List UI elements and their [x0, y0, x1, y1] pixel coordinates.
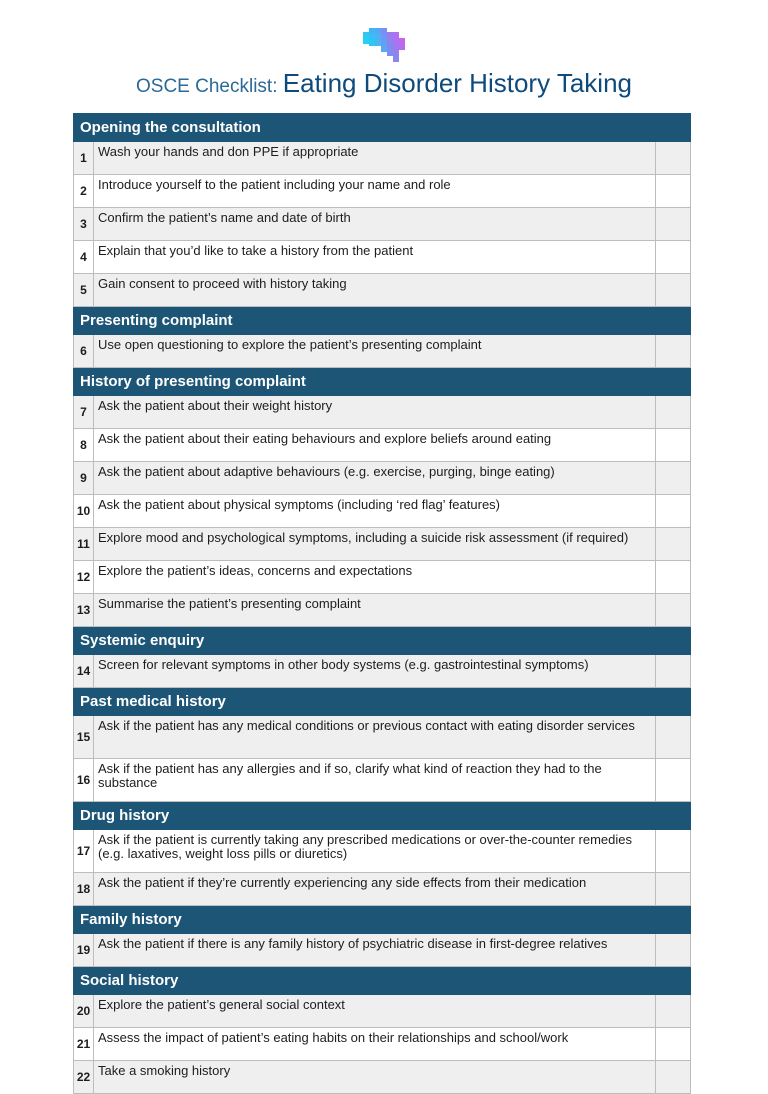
tick-box[interactable] — [656, 335, 691, 368]
tick-box[interactable] — [656, 528, 691, 561]
item-text: Explore mood and psychological symptoms, including a suicide risk assessment (if required) — [94, 528, 656, 561]
item-number: 5 — [74, 274, 94, 307]
item-number: 18 — [74, 873, 94, 906]
item-text: Use open questioning to explore the patient’s presenting complaint — [94, 335, 656, 368]
title-main: Eating Disorder History Taking — [282, 68, 632, 98]
item-number: 11 — [74, 528, 94, 561]
item-text: Gain consent to proceed with history taking — [94, 274, 656, 307]
checklist-row — [74, 274, 691, 307]
checklist-row — [74, 1028, 691, 1061]
item-number: 20 — [74, 995, 94, 1028]
checklist-row — [74, 396, 691, 429]
item-text: Explain that you’d like to take a history from the patient — [94, 241, 656, 274]
tick-box[interactable] — [656, 462, 691, 495]
item-text: Wash your hands and don PPE if appropriate — [94, 142, 656, 175]
tick-box[interactable] — [656, 175, 691, 208]
item-number: 12 — [74, 561, 94, 594]
checklist-row — [74, 759, 691, 802]
checklist-row — [74, 175, 691, 208]
checklist-row — [74, 429, 691, 462]
tick-box[interactable] — [656, 1028, 691, 1061]
checklist-row — [74, 462, 691, 495]
section-header — [74, 627, 691, 655]
item-text: Ask the patient if they’re currently experiencing any side effects from their medication — [94, 873, 656, 906]
item-text: Ask the patient about physical symptoms (including ‘red flag’ features) — [94, 495, 656, 528]
tick-box[interactable] — [656, 429, 691, 462]
checklist-row — [74, 142, 691, 175]
section-header — [74, 114, 691, 142]
checklist-row — [74, 528, 691, 561]
tick-box[interactable] — [656, 594, 691, 627]
brain-pixel-logo-icon — [361, 26, 409, 66]
checklist-row — [74, 495, 691, 528]
checklist-row — [74, 561, 691, 594]
item-number: 19 — [74, 934, 94, 967]
tick-box[interactable] — [656, 873, 691, 906]
item-text: Ask the patient if there is any family history of psychiatric disease in first-degree relatives — [94, 934, 656, 967]
checklist-row — [74, 594, 691, 627]
section-header — [74, 802, 691, 830]
section-title: History of presenting complaint — [74, 368, 691, 396]
item-number: 7 — [74, 396, 94, 429]
item-number: 4 — [74, 241, 94, 274]
item-number: 8 — [74, 429, 94, 462]
tick-box[interactable] — [656, 241, 691, 274]
item-text: Introduce yourself to the patient including your name and role — [94, 175, 656, 208]
section-title: Systemic enquiry — [74, 627, 691, 655]
tick-box[interactable] — [656, 495, 691, 528]
tick-box[interactable] — [656, 995, 691, 1028]
checklist-row — [74, 873, 691, 906]
section-header — [74, 688, 691, 716]
item-text: Ask if the patient is currently taking any prescribed medications or over-the-counter remedies (e.g. laxatives, weight loss pills or diuretics) — [94, 830, 656, 873]
section-title: Presenting complaint — [74, 307, 691, 335]
item-number: 21 — [74, 1028, 94, 1061]
tick-box[interactable] — [656, 208, 691, 241]
checklist-row — [74, 655, 691, 688]
tick-box[interactable] — [656, 759, 691, 802]
checklist-row — [74, 1061, 691, 1094]
section-title: Social history — [74, 967, 691, 995]
section-header — [74, 967, 691, 995]
item-text: Explore the patient’s general social context — [94, 995, 656, 1028]
tick-box[interactable] — [656, 830, 691, 873]
checklist-row — [74, 208, 691, 241]
item-number: 6 — [74, 335, 94, 368]
item-number: 15 — [74, 716, 94, 759]
tick-box[interactable] — [656, 396, 691, 429]
item-number: 14 — [74, 655, 94, 688]
title-prefix: OSCE Checklist: — [136, 76, 283, 97]
checklist-table — [73, 113, 691, 1094]
page-title — [0, 68, 768, 99]
item-text: Explore the patient’s ideas, concerns and expectations — [94, 561, 656, 594]
item-text: Ask the patient about adaptive behaviours (e.g. exercise, purging, binge eating) — [94, 462, 656, 495]
item-text: Screen for relevant symptoms in other body systems (e.g. gastrointestinal symptoms) — [94, 655, 656, 688]
section-header — [74, 307, 691, 335]
checklist-row — [74, 716, 691, 759]
section-title: Drug history — [74, 802, 691, 830]
section-header — [74, 368, 691, 396]
tick-box[interactable] — [656, 142, 691, 175]
item-number: 2 — [74, 175, 94, 208]
item-text: Ask the patient about their eating behaviours and explore beliefs around eating — [94, 429, 656, 462]
item-number: 22 — [74, 1061, 94, 1094]
checklist-row — [74, 335, 691, 368]
item-text: Ask if the patient has any medical conditions or previous contact with eating disorder services — [94, 716, 656, 759]
tick-box[interactable] — [656, 1061, 691, 1094]
item-text: Take a smoking history — [94, 1061, 656, 1094]
item-number: 9 — [74, 462, 94, 495]
item-text: Assess the impact of patient’s eating habits on their relationships and school/work — [94, 1028, 656, 1061]
tick-box[interactable] — [656, 716, 691, 759]
section-title: Past medical history — [74, 688, 691, 716]
checklist-row — [74, 934, 691, 967]
section-title: Opening the consultation — [74, 114, 691, 142]
section-header — [74, 906, 691, 934]
item-text: Summarise the patient’s presenting complaint — [94, 594, 656, 627]
item-number: 10 — [74, 495, 94, 528]
item-text: Ask the patient about their weight history — [94, 396, 656, 429]
tick-box[interactable] — [656, 655, 691, 688]
item-number: 3 — [74, 208, 94, 241]
tick-box[interactable] — [656, 934, 691, 967]
item-number: 17 — [74, 830, 94, 873]
checklist-row — [74, 241, 691, 274]
checklist-row — [74, 995, 691, 1028]
item-number: 13 — [74, 594, 94, 627]
item-text: Ask if the patient has any allergies and if so, clarify what kind of reaction they had to the substance — [94, 759, 656, 802]
item-number: 1 — [74, 142, 94, 175]
item-number: 16 — [74, 759, 94, 802]
section-title: Family history — [74, 906, 691, 934]
tick-box[interactable] — [656, 274, 691, 307]
item-text: Confirm the patient’s name and date of birth — [94, 208, 656, 241]
tick-box[interactable] — [656, 561, 691, 594]
checklist-row — [74, 830, 691, 873]
